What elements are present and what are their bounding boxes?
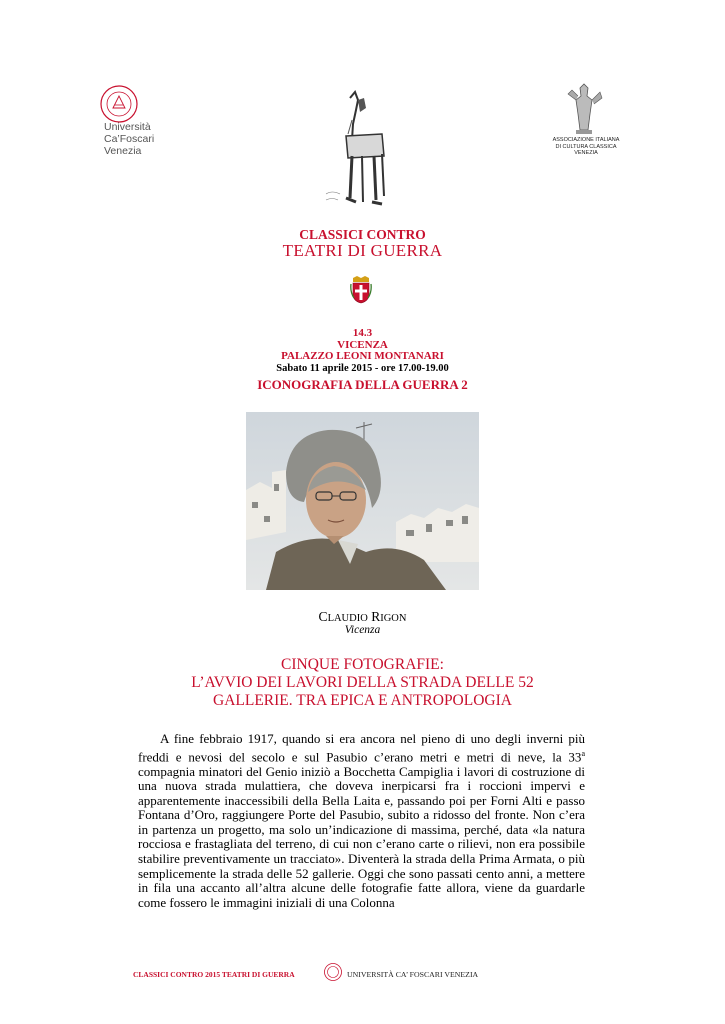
trojan-horse-drawing	[322, 90, 404, 218]
city-crest-icon	[350, 274, 372, 304]
university-name: Università Ca’Foscari Venezia	[104, 121, 155, 157]
speaker-city: Vicenza	[344, 624, 381, 636]
body-paragraph: A fine febbraio 1917, quando si era ancora nel pieno di uno degli inverni più freddi e nevosi del secolo e sul Pasubio c’erano metri e metri di neve, la 33$^a$ compagnia minatori del Genio iniziò a Bocchetta Campiglia i lavori di costruzione di una nuova strada mulattiera, che doveva inerpicarsi fra i roccioni impervi e apparentemente inaccessibili della Bella Laita e, passando poi per Forni Alti e passo Fontana d’Oro, raggiungere Porte del Pasubio, subito a ridosso del fronte. Non c’era in partenza un progetto, ma solo un’indicazione di massima, perché, data «la natura rocciosa e frastagliata del terreno, di cui non c’erano carte o rilievi, non era possibile stabilire preventivamente un tracciato». Diventerà la strada della Prima Armata, o più semplicemente la strada delle 52 gallerie. Oggi che sono passati cento anni, a mettere in fila una accanto all’altra alcune delle fotografie fatte allora, viene da guardarle come fossero le immagini iniziali di una Colonna	[138, 731, 585, 910]
series-title-line1: CLASSICI CONTRO	[299, 227, 426, 242]
footer-university: UNIVERSITÀ CA’ FOSCARI VENEZIA	[347, 970, 479, 979]
event-venue: PALAZZO LEONI MONTANARI	[281, 350, 444, 362]
session-title: ICONOGRAFIA DELLA GUERRA 2	[257, 377, 468, 392]
association-name: ASSOCIAZIONE ITALIANA DI CULTURA CLASSICA VENEZIA	[552, 137, 620, 156]
lecture-title: CINQUE FOTOGRAFIE: L’AVVIO DEI LAVORI DELLA STRADA DELLE 52 GALLERIE. TRA EPICA E ANTROPOLOGIA	[191, 656, 534, 709]
footer-seal-icon	[322, 962, 344, 982]
university-seal-icon	[98, 84, 140, 124]
page-footer	[0, 958, 725, 982]
speaker-name: CLAUDIO RIGON	[318, 609, 407, 624]
event-city: VICENZA	[337, 339, 388, 351]
speaker-photo	[246, 412, 479, 590]
series-title-line2: TEATRI DI GUERRA	[282, 241, 443, 260]
footer-series: CLASSICI CONTRO 2015 TEATRI DI GUERRA	[133, 970, 295, 979]
event-datetime: Sabato 11 aprile 2015 - ore 17.00-19.00	[276, 363, 449, 374]
event-number: 14.3	[352, 327, 373, 339]
association-statue-icon	[560, 80, 608, 136]
